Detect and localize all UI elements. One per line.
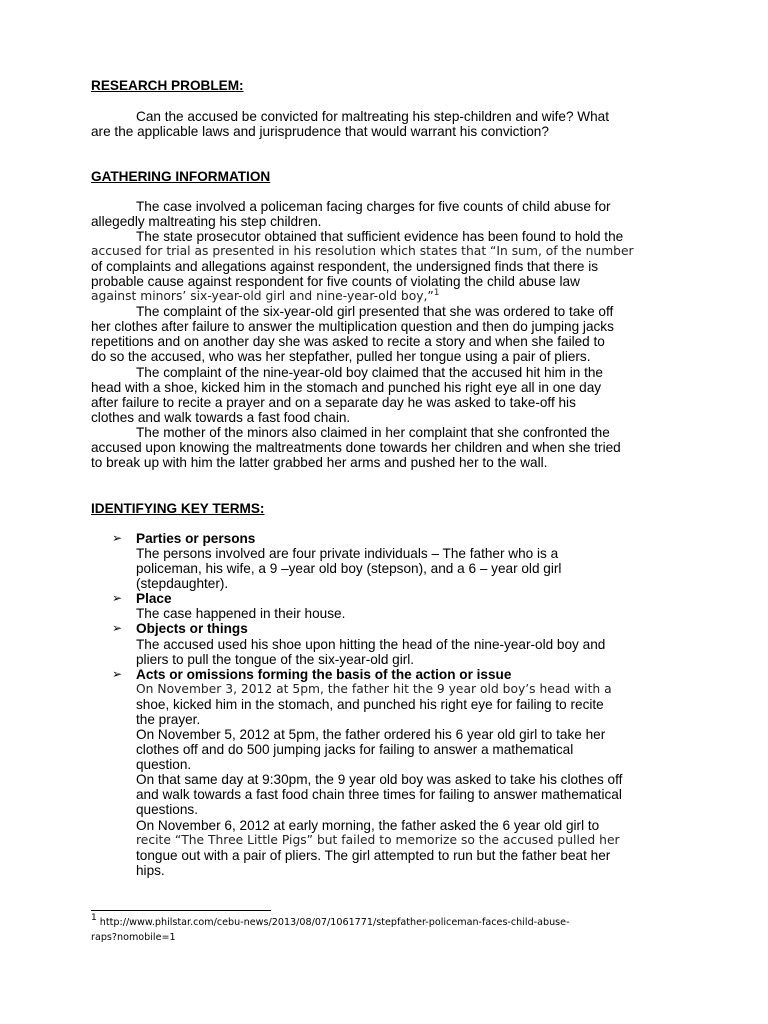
key-term-title: Acts or omissions forming the basis of the action or issue [136,667,512,682]
arrow-bullet-icon: ➢ [112,531,123,545]
gathering-paragraph-line: The complaint of the six-year-old girl presented that she was ordered to take off [136,304,614,319]
gathering-paragraph-line: do so the accused, who was her stepfather, pulled her tongue using a pair of pliers. [91,349,591,364]
research-problem-line: are the applicable laws and jurisprudence that would warrant his conviction? [91,124,549,139]
arrow-bullet-icon: ➢ [112,621,123,635]
key-term-line: The accused used his shoe upon hitting the head of the nine-year-old boy and [136,637,606,652]
key-term-title: Place [136,591,172,606]
key-terms-heading: IDENTIFYING KEY TERMS: [91,501,265,516]
gathering-paragraph-line: after failure to recite a prayer and on a separate day he was asked to take-off his [91,395,576,410]
key-term-line: question. [136,757,192,772]
gathering-paragraph-line: accused upon knowing the maltreatments done towards her children and when she tried [91,440,621,455]
key-term-line: tongue out with a pair of pliers. The girl attempted to run but the father beat her [136,848,611,863]
footnote-divider [91,910,271,911]
gathering-paragraph-line [91,289,440,304]
research-problem-heading: RESEARCH PROBLEM: [91,78,244,93]
footnote-url-continued[interactable]: raps?nomobile=1 [91,932,176,943]
key-term-line: (stepdaughter). [136,576,229,591]
key-term-line: On November 5, 2012 at 5pm, the father ordered his 6 year old girl to take her [136,727,606,742]
research-problem-line: Can the accused be convicted for maltreating his step-children and wife? What [136,109,610,124]
arrow-bullet-icon: ➢ [112,667,123,681]
gathering-paragraph-line: The complaint of the nine-year-old boy claimed that the accused hit him in the [136,365,603,380]
gathering-paragraph-line: The mother of the minors also claimed in her complaint that she confronted the [136,425,610,440]
key-term-line: The case happened in their house. [136,606,346,621]
key-term-title: Objects or things [136,621,248,636]
footnote-line [91,913,570,929]
key-term-line: pliers to pull the tongue of the six-year-old girl. [136,652,415,667]
gathering-paragraph-line: repetitions and on another day she was asked to recite a story and when she failed to [91,334,605,349]
gathering-information-heading: GATHERING INFORMATION [91,169,271,184]
key-term-line: and walk towards a fast food chain three times for failing to answer mathematical [136,787,622,802]
footnote-url[interactable]: http://www.philstar.com/cebu-news/2013/08/07/1061771/stepfather-policeman-faces-child-abuse- [99,917,570,928]
key-term-line: On November 6, 2012 at early morning, the father asked the 6 year old girl to [136,818,600,833]
key-term-line: On November 3, 2012 at 5pm, the father hit the 9 year old boy’s head with a [136,682,612,696]
key-term-line: On that same day at 9:30pm, the 9 year old boy was asked to take his clothes off [136,772,623,787]
gathering-paragraph-line: probable cause against respondent for five counts of violating the child abuse law [91,274,580,289]
gathering-paragraph-line: clothes and walk towards a fast food chain. [91,410,351,425]
key-term-line: policeman, his wife, a 9 –year old boy (stepson), and a 6 – year old girl [136,561,562,576]
key-term-title: Parties or persons [136,531,256,546]
gathering-paragraph-line: The state prosecutor obtained that sufficient evidence has been found to hold the [136,229,624,244]
key-term-line: questions. [136,802,198,817]
gathering-paragraph-line: accused for trial as presented in his resolution which states that “In sum, of the number [91,244,634,258]
key-term-line: the prayer. [136,712,201,727]
arrow-bullet-icon: ➢ [112,591,123,605]
gathering-paragraph-line: of complaints and allegations against respondent, the undersigned finds that there is [91,259,599,274]
key-term-line: The persons involved are four private individuals – The father who is a [136,546,559,561]
gathering-paragraph-line: her clothes after failure to answer the multiplication question and then do jumping jacks [91,319,614,334]
gathering-paragraph-line: head with a shoe, kicked him in the stomach and punched his right eye all in one day [91,380,602,395]
key-term-line: hips. [136,863,165,878]
key-term-line: clothes off and do 500 jumping jacks for failing to answer a mathematical [136,742,574,757]
gathering-paragraph-line: to break up with him the latter grabbed her arms and pushed her to the wall. [91,455,548,470]
key-term-line: recite “The Three Little Pigs” but failed to memorize so the accused pulled her [136,833,620,847]
quote-end-text: against minors’ six-year-old girl and nine-year-old boy,” [91,289,434,303]
footnote-reference[interactable]: 1 [433,288,440,298]
gathering-paragraph-line: allegedly maltreating his step children. [91,214,322,229]
key-term-line: shoe, kicked him in the stomach, and punched his right eye for failing to recite [136,697,604,712]
footnote-marker: 1 [91,913,97,923]
gathering-paragraph-line: The case involved a policeman facing charges for five counts of child abuse for [136,199,611,214]
